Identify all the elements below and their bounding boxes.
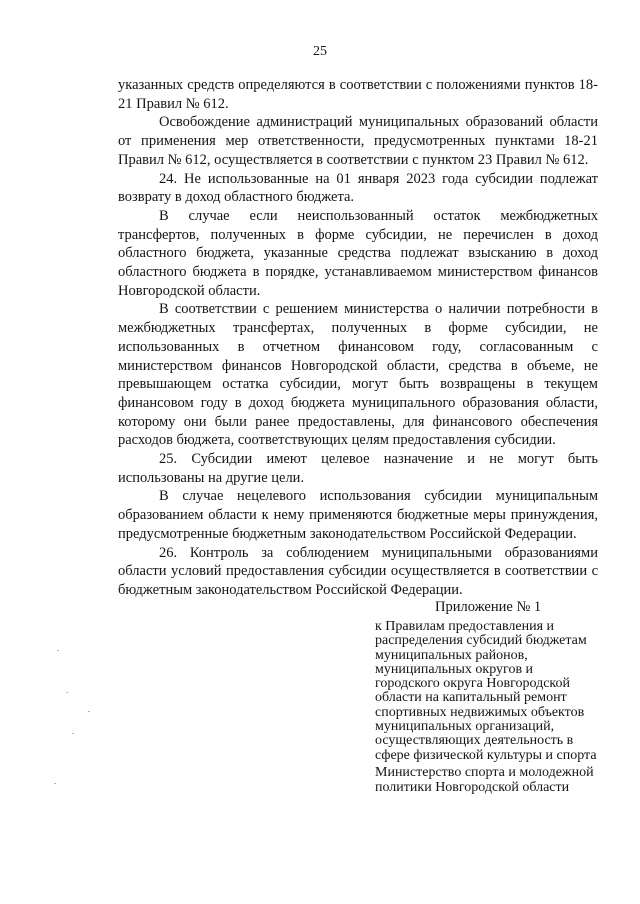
page-number: 25 xyxy=(313,44,327,59)
scan-speck xyxy=(54,783,56,784)
paragraph: В случае нецелевого использования субсидии муниципальным образованием области к нему применяются бюджетные меры принуждения, предусмотренные бюджетным законодательством Российской Федерации. xyxy=(118,488,598,542)
paragraph: 24. Не использованные на 01 января 2023 года субсидии подлежат возврату в доход областного бюджета. xyxy=(118,170,598,206)
scan-speck xyxy=(57,650,59,651)
paragraph: 26. Контроль за соблюдением муниципальными образованиями области условий предоставления субсидии осуществляется в соответствии с бюджетным законодательством Российской Федерации. xyxy=(118,544,598,598)
scan-speck xyxy=(66,692,68,693)
paragraph: 25. Субсидии имеют целевое назначение и не могут быть использованы на другие цели. xyxy=(118,451,598,486)
appendix-title: Приложение № 1 xyxy=(435,599,542,615)
ministry-block xyxy=(375,766,599,795)
ministry-line: политики Новгородской области xyxy=(375,779,570,795)
body-text xyxy=(118,76,598,600)
appendix-note: к Правилам предоставления и распределения субсидий бюджетам муниципальных районов, муниципальных округов и городского округа Новгородской области на капитальный ремонт спортивных недвижимых объектов муниципальных организаций, осуществляющих деятельность в сфере физической культуры и спорта xyxy=(375,619,597,763)
paragraph: В соответствии с решением министерства о наличии потребности в межбюджетных трансфертах, полученных в форме субсидии, не использованных в отчетном финансовом году, согласованным с министерством финансов Новгородской области, средства в объеме, не превышающем остатка субсидии, могут быть возвращены в текущем финансовом году в доход бюджета муниципального образования области, которому они были ранее предоставлены, для финансового обеспечения расходов бюджета, соответствующих целям предоставления субсидии. xyxy=(118,301,598,449)
paragraph: Освобождение администраций муниципальных образований области от применения мер ответственности, предусмотренных пунктами 18-21 Правил № 612, осуществляется в соответствии с пунктом 23 Правил № 612. xyxy=(118,114,598,168)
scan-speck xyxy=(72,733,74,734)
scan-speck xyxy=(88,711,90,712)
paragraph: В случае если неиспользованный остаток межбюджетных трансфертов, полученных в форме субсидии, не перечислен в доход областного бюджета, указанные средства подлежат взысканию в доход областного бюджета в порядке, устанавливаемом министерством финансов Новгородской области. xyxy=(118,207,598,299)
ministry-line: Министерство спорта и молодежной xyxy=(375,765,594,780)
paragraph: указанных средств определяются в соответствии с положениями пунктов 18-21 Правил № 612. xyxy=(118,77,598,112)
appendix-block xyxy=(375,598,599,763)
